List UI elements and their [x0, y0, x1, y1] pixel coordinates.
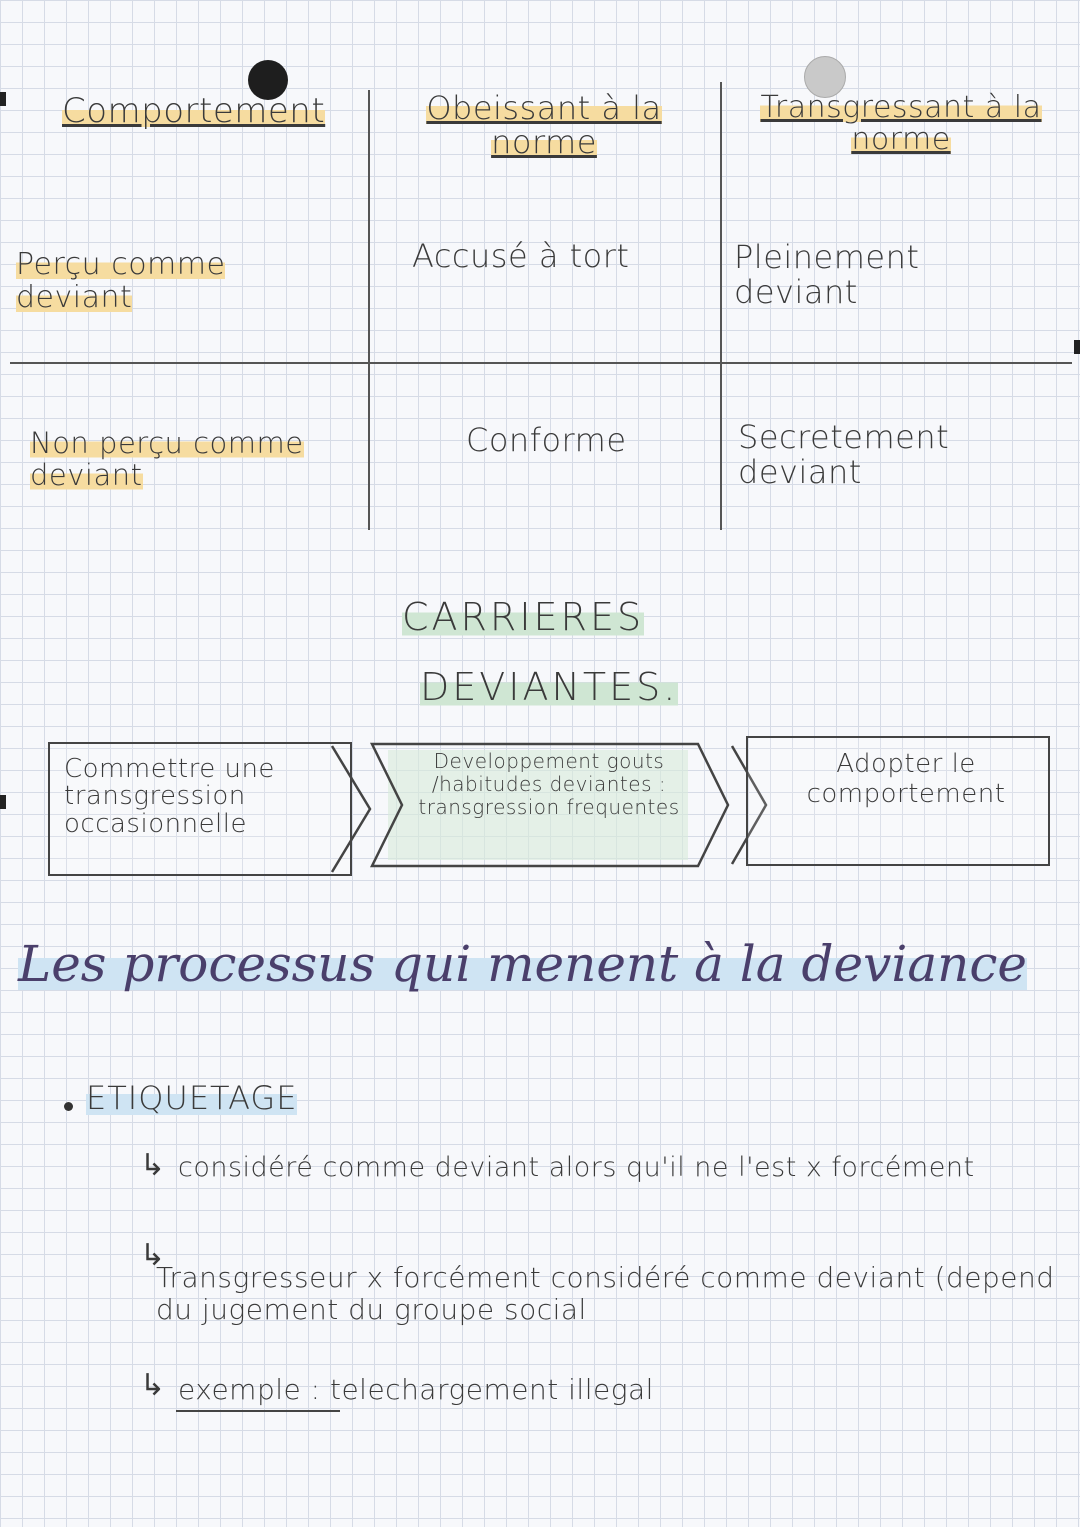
career-step-1-text: Commettre une transgression occasionnelle — [64, 754, 275, 839]
row2-label-text: Non perçu comme deviant — [30, 426, 304, 492]
career-step-3 — [746, 736, 1050, 866]
col2-header-text: Transgressant à la norme — [760, 90, 1042, 157]
careers-title-line1 — [402, 595, 645, 639]
col1-header-text: Obeissant à la norme — [426, 89, 662, 161]
table-col2-header — [736, 92, 1066, 155]
arrow-bullet-3-icon: ↳ — [140, 1368, 166, 1403]
bullet-3: exemple : telechargement illegal — [178, 1373, 654, 1406]
careers-title-line1-text: CARRIERES — [402, 595, 645, 639]
example-underline — [176, 1410, 340, 1412]
arrow-bullet-2-icon: ↳ — [140, 1238, 166, 1273]
margin-mark-left-bottom — [0, 795, 6, 809]
table-vline-2 — [720, 82, 722, 530]
table-corner-header: Comportement — [62, 91, 326, 131]
section-label — [86, 1079, 298, 1117]
arrow-bullet-1-icon: ↳ — [140, 1148, 166, 1183]
row2-col2 — [738, 420, 1018, 490]
table-vline-1 — [368, 90, 370, 530]
careers-title-line2 — [420, 665, 679, 709]
row1-label-text: Perçu comme deviant — [16, 247, 226, 315]
table-hline — [10, 362, 1072, 364]
bullet-2: Transgresseur x forcément considéré comme deviant (depend du jugement du groupe social — [156, 1261, 1055, 1327]
row2-col2-text: Secretement deviant — [738, 418, 950, 492]
row1-col1: Accusé à tort — [412, 237, 630, 275]
row1-label — [16, 248, 346, 314]
margin-mark-right — [1074, 340, 1080, 354]
career-step-3-text: Adopter le comportement — [806, 749, 1006, 809]
row2-col1: Conforme — [466, 421, 627, 459]
bullet-dot — [64, 1102, 73, 1111]
process-heading — [18, 935, 1027, 993]
bullet-1: considéré comme deviant alors qu'il ne l'est x forcément — [178, 1152, 975, 1183]
career-step-2: Developpement gouts /habitudes deviantes : transgression frequentes — [418, 749, 680, 819]
row1-col2-text: Pleinement deviant — [734, 238, 920, 312]
career-step-1 — [48, 742, 352, 876]
row1-col2 — [734, 240, 1034, 310]
section-label-text: ETIQUETAGE — [86, 1079, 298, 1117]
table-col1-header — [384, 89, 704, 161]
process-heading-text: Les processus qui menent à la deviance — [18, 935, 1027, 993]
careers-title-line2-text: DEVIANTES. — [420, 665, 679, 709]
row2-label — [30, 428, 350, 492]
margin-mark-left-top — [0, 92, 6, 106]
